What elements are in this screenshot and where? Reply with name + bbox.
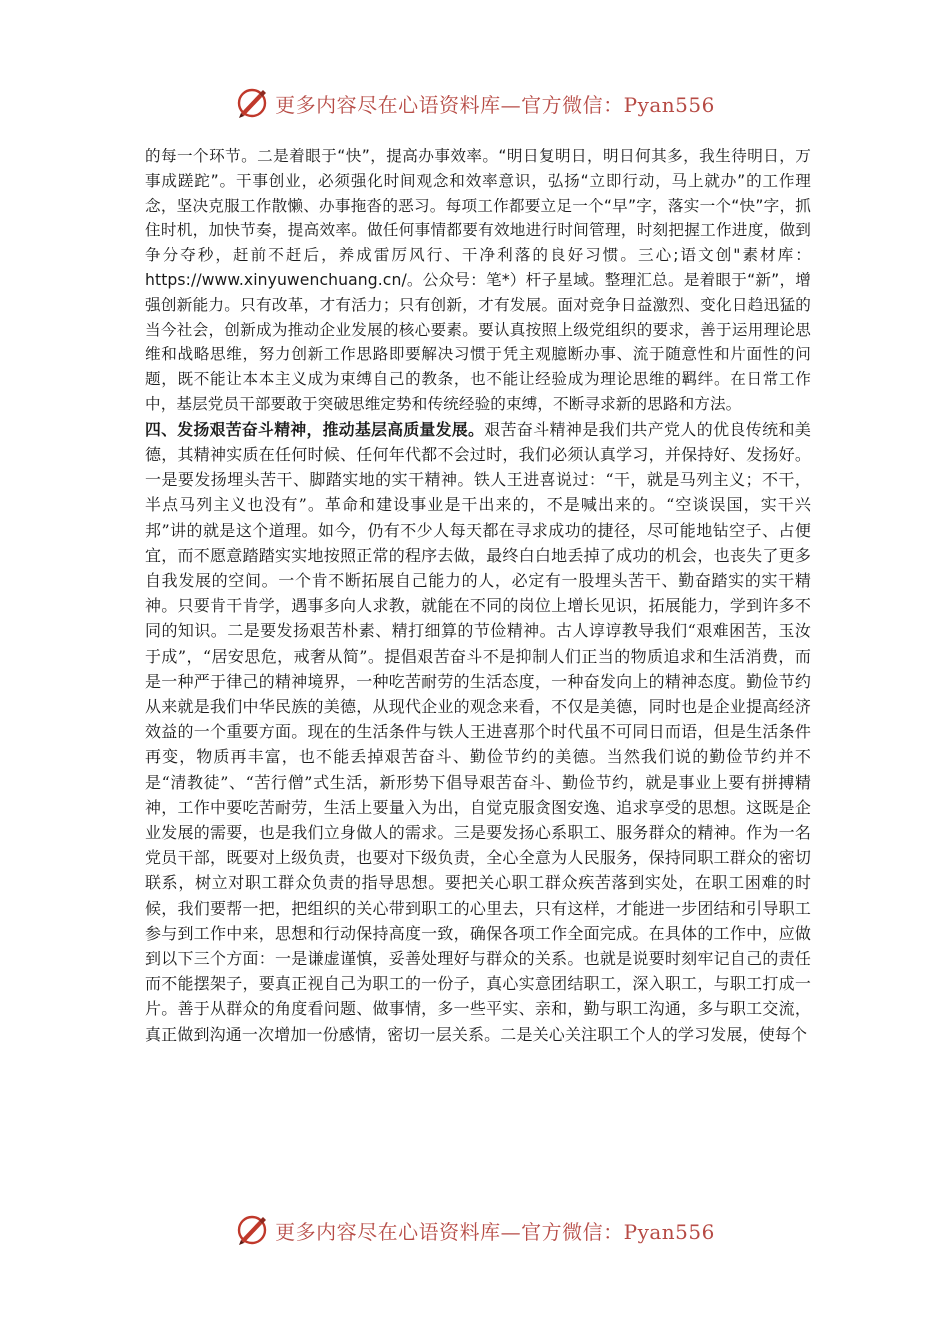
header-banner: [0, 83, 950, 123]
footer-banner: [0, 1210, 950, 1250]
banner-text: 更多内容尽在心语资料库—官方微信：Pyan556: [275, 1219, 715, 1244]
paragraph-1: 的每一个环节。二是着眼于“快”，提高办事效率。“明日复明日，明日何其多，我生待明日，万事成蹉跎”。干事创业，必须强化时间观念和效率意识，弘扬“立即行动，马上就办”的工作理念，坚决克服工作散懒、办事拖沓的恶习。每项工作都要立足一个“早”字，落实一个“快”字，抓住时机，加快节奏，提高效率。做任何事情都要有效地进行时间管理，时刻把握工作进度，做到争分夺秒，赶前不赶后，养成雷厉风行、干净利落的良好习惯。三心;语文创"素材库：https://www.xinyuwenchuang.cn/。公众号：笔*）杆子星域。整理汇总。是着眼于“新”，增强创新能力。只有改革，才有活力；只有创新，才有发展。面对竞争日益激烈、变化日趋迅猛的当今社会，创新成为推动企业发展的核心要素。要认真按照上级党组织的要求，善于运用理论思维和战略思维，努力创新工作思路即要解决习惯于凭主观臆断办事、流于随意性和片面性的问题，既不能让本本主义成为束缚自己的教条，也不能让经验成为理论思维的羁绊。在日常工作中，基层党员干部要敢于突破思维定势和传统经验的束缚，不断寻求新的思路和方法。: [145, 147, 811, 413]
banner-text: 更多内容尽在心语资料库—官方微信：Pyan556: [275, 92, 715, 117]
section-heading: 四、发扬艰苦奋斗精神，推动基层高质量发展。: [145, 419, 485, 439]
paragraph-2: [145, 417, 811, 1047]
pen-logo-icon: [235, 1213, 269, 1247]
pen-logo-icon: [235, 86, 269, 120]
document-body: [145, 144, 811, 1047]
paragraph-2-text: 艰苦奋斗精神是我们共产党人的优良传统和美德，其精神实质在任何时候、任何年代都不会过时，我们必须认真学习，并保持好、发扬好。一是要发扬埋头苦干、脚踏实地的实干精神。铁人王进喜说过：“干，就是马列主义；不干，半点马列主义也没有”。革命和建设事业是干出来的，不是喊出来的。“空谈误国，实干兴邦”讲的就是这个道理。如今，仍有不少人每天都在寻求成功的捷径，尽可能地钻空子、占便宜，而不愿意踏踏实实地按照正常的程序去做，最终白白地丢掉了成功的机会，也丧失了更多自我发展的空间。一个肯不断拓展自己能力的人，必定有一股埋头苦干、勤奋踏实的实干精神。只要肯干肯学，遇事多向人求教，就能在不同的岗位上增长见识，拓展能力，学到许多不同的知识。二是要发扬艰苦朴素、精打细算的节俭精神。古人谆谆教导我们“艰难困苦，玉汝于成”，“居安思危，戒奢从简”。提倡艰苦奋斗不是抑制人们正当的物质追求和生活消费，而是一种严于律己的精神境界，一种吃苦耐劳的生活态度，一种奋发向上的精神态度。勤俭节约从来就是我们中华民族的美德，从现代企业的观念来看，不仅是美德，同时也是企业提高经济效益的一个重要方面。现在的生活条件与铁人王进喜那个时代虽不可同日而语，但是生活条件再变，物质再丰富，也不能丢掉艰苦奋斗、勤俭节约的美德。当然我们说的勤俭节约并不是“清教徒”、“苦行僧”式生活，新形势下倡导艰苦奋斗、勤俭节约，就是事业上要有拼搏精神，工作中要吃苦耐劳，生活上要量入为出，自觉克服贪图安逸、追求享受的思想。这既是企业发展的需要，也是我们立身做人的需求。三是要发扬心系职工、服务群众的精神。作为一名党员干部，既要对上级负责，也要对下级负责，全心全意为人民服务，保持同职工群众的密切联系，树立对职工群众负责的指导思想。要把关心职工群众疾苦落到实处，在职工困难的时候，我们要帮一把，把组织的关心带到职工的心里去，只有这样，才能进一步团结和引导职工参与到工作中来，思想和行动保持高度一致，确保各项工作全面完成。在具体的工作中，应做到以下三个方面：一是谦虚谨慎，妥善处理好与群众的关系。也就是说要时刻牢记自己的责任而不能摆架子，要真正视自己为职工的一份子，真心实意团结职工，深入职工，与职工打成一片。善于从群众的角度看问题、做事情，多一些平实、亲和，勤与职工沟通，多与职工交流，真正做到沟通一次增加一份感情，密切一层关系。二是关心关注职工个人的学习发展，使每个: [145, 419, 811, 1044]
